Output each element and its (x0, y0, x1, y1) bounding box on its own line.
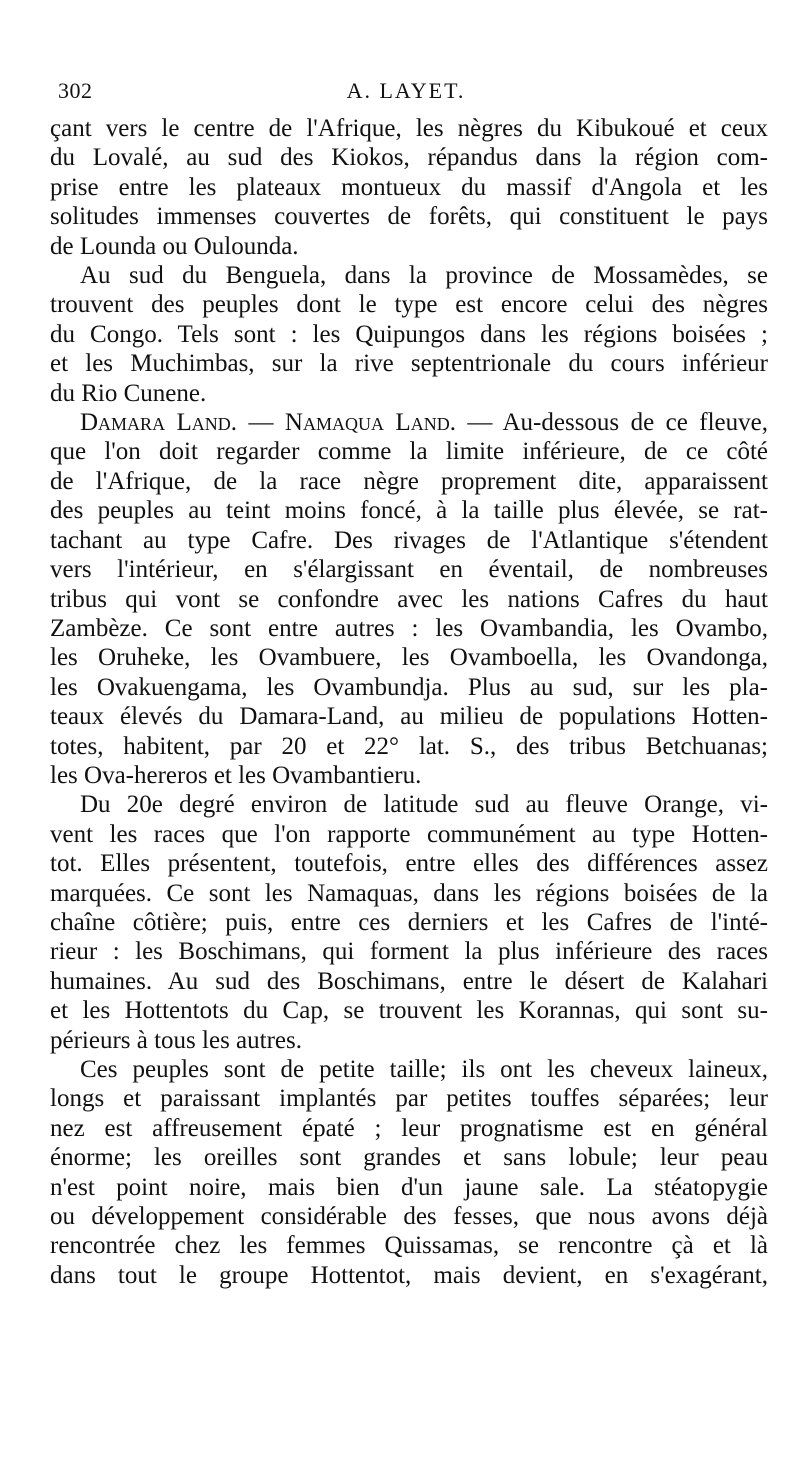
text-line: dans tout le groupe Hottentot, mais devient, en s'exagérant, (50, 1261, 768, 1289)
text-line: les Ovakuengama, les Ovambundja. Plus au sud, sur les pla- (50, 673, 768, 701)
text-line: tot. Elles présentent, toutefois, entre elles des différences assez (50, 850, 768, 878)
text-line: du Rio Cunene. (50, 379, 207, 407)
text-line: trouvent des peuples dont le type est encore celui des nègres (50, 291, 768, 319)
text-line: les Oruheke, les Ovambuere, les Ovamboella, les Ovandonga, (50, 644, 768, 672)
text-line: vers l'intérieur, en s'élargissant en éventail, de nombreuses (50, 556, 768, 584)
text-line: et les Muchimbas, sur la rive septentrionale du cours inférieur (50, 350, 768, 378)
text-line: Ces peuples sont de petite taille; ils ont les cheveux laineux, (80, 1056, 768, 1083)
text-line (50, 408, 768, 437)
text-line: des peuples au teint moins foncé, à la taille plus élevée, se rat- (50, 497, 768, 525)
paragraph (50, 790, 768, 1055)
paragraph (50, 408, 768, 790)
text-line: tribus qui vont se confondre avec les nations Cafres du haut (50, 585, 768, 613)
text-line: Au sud du Benguela, dans la province de Mossamèdes, se (80, 262, 768, 290)
text-line: Du 20e degré environ de latitude sud au fleuve Orange, vi- (80, 791, 768, 819)
text-line: solitudes immenses couvertes de forêts, qui constituent le pays (50, 203, 768, 231)
text-line: de Lounda ou Oulounda. (50, 232, 299, 260)
page-header (50, 78, 762, 108)
text-line: périeurs à tous les autres. (50, 1026, 303, 1054)
text-line: rencontrée chez les femmes Quissamas, se rencontre çà et là (50, 1232, 768, 1260)
paragraph (50, 114, 768, 261)
text-line: ou développement considérable des fesses, que nous avons déjà (50, 1203, 768, 1231)
paragraph (50, 1055, 768, 1290)
text-line: de l'Afrique, de la race nègre proprement dite, apparaissent (50, 467, 768, 495)
text-line: çant vers le centre de l'Afrique, les nègres du Kibukoué et ceux (50, 115, 768, 142)
text-line: tachant au type Cafre. Des rivages de l'Atlantique s'étendent (50, 526, 768, 554)
text-fragment: Au-dessous de ce fleuve, (502, 409, 768, 437)
text-line: n'est point noire, mais bien d'un jaune sale. La stéatopygie (50, 1173, 768, 1201)
text-line: Zambèze. Ce sont entre autres : les Ovambandia, les Ovambo, (50, 614, 768, 642)
text-line: teaux élevés du Damara-Land, au milieu de populations Hotten- (50, 703, 768, 731)
text-line: vent les races que l'on rapporte communément au type Hotten- (50, 820, 768, 848)
paragraph (50, 261, 768, 408)
text-line: longs et paraissant implantés par petites touffes séparées; leur (50, 1085, 768, 1113)
text-line: que l'on doit regarder comme la limite inférieure, de ce côté (50, 438, 768, 466)
text-line: du Congo. Tels sont : les Quipungos dans les régions boisées ; (50, 320, 768, 348)
text-line: prise entre les plateaux montueux du massif d'Angola et les (50, 173, 768, 201)
body-text (50, 114, 768, 1290)
text-line: nez est affreusement épaté ; leur prognatisme est en général (50, 1114, 768, 1142)
running-head: A. LAYET. (346, 78, 466, 103)
text-line: marquées. Ce sont les Namaquas, dans les régions boisées de la (50, 879, 768, 907)
text-line: du Lovalé, au sud des Kiokos, répandus dans la région com- (50, 144, 768, 172)
text-line: chaîne côtière; puis, entre ces derniers et les Cafres de l'inté- (50, 908, 768, 936)
text-line: totes, habitent, par 20 et 22° lat. S., des tribus Betchuanas; (50, 732, 768, 760)
section-heading: Damara Land. — Namaqua Land. — (80, 409, 493, 437)
text-line: humaines. Au sud des Boschimans, entre le désert de Kalahari (50, 967, 768, 995)
text-line: les Ova-hereros et les Ovambantieru. (50, 761, 422, 789)
text-line: rieur : les Boschimans, qui forment la plus inférieure des races (50, 938, 768, 966)
text-line: énorme; les oreilles sont grandes et sans lobule; leur peau (50, 1144, 768, 1172)
page-number: 302 (58, 78, 93, 103)
text-line: et les Hottentots du Cap, se trouvent les Korannas, qui sont su- (50, 997, 768, 1025)
